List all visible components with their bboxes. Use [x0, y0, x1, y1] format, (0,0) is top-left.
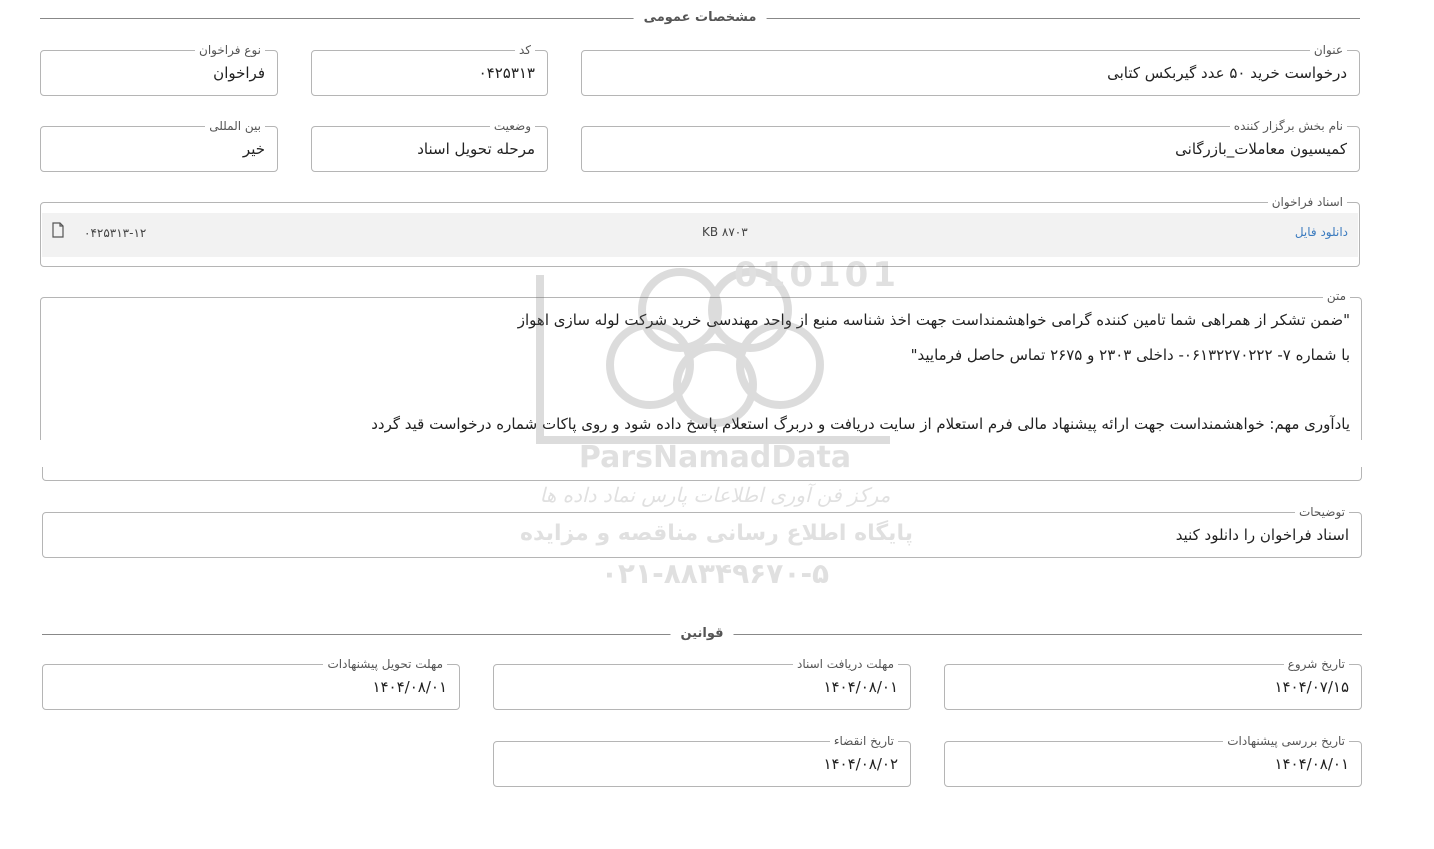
- section-general-header: [40, 8, 1360, 28]
- description-label: توضیحات: [1295, 504, 1349, 520]
- subject-field: [581, 43, 1360, 96]
- organizer-label: نام بخش برگزار کننده: [1230, 118, 1347, 134]
- watermark-digits: 010101: [734, 255, 900, 295]
- start-date-field: [944, 657, 1362, 710]
- international-field: [40, 119, 278, 172]
- document-row: [42, 213, 1358, 257]
- documents-box: [40, 195, 1360, 267]
- section-rules-title: قوانین: [670, 624, 733, 644]
- international-value: خیر: [242, 140, 265, 158]
- offer-deadline-field: [42, 657, 460, 710]
- review-date-label: تاریخ بررسی پیشنهادات: [1223, 733, 1349, 749]
- text-box-bottom-border: [42, 467, 1362, 481]
- text-box: [40, 289, 1362, 482]
- expiry-date-value: ۱۴۰۴/۰۸/۰۲: [823, 755, 898, 773]
- documents-label: اسناد فراخوان: [1268, 194, 1347, 210]
- call-type-label: نوع فراخوان: [195, 42, 265, 58]
- code-field: [311, 43, 548, 96]
- review-date-field: [944, 734, 1362, 787]
- text-line-3: یادآوری مهم: خواهشمنداست جهت ارائه پیشنهاد مالی فرم استعلام از سایت دریافت و دربرگ استعلام پاسخ داده شود و روی پاکات شماره درخواست قید گردد: [371, 415, 1350, 433]
- file-name: ۰۴۲۵۳۱۳-۱۲: [84, 226, 147, 240]
- description-value: اسناد فراخوان را دانلود کنید: [1175, 526, 1349, 544]
- review-date-value: ۱۴۰۴/۰۸/۰۱: [1274, 755, 1349, 773]
- subject-value: درخواست خرید ۵۰ عدد گیربکس کتابی: [1107, 64, 1347, 82]
- watermark-line1: مرکز فن آوری اطلاعات پارس نماد داده ها: [539, 483, 891, 507]
- organizer-value: کمیسیون معاملات_بازرگانی: [1175, 140, 1347, 158]
- call-type-field: [40, 43, 278, 96]
- start-date-value: ۱۴۰۴/۰۷/۱۵: [1274, 678, 1349, 696]
- watermark-brand: ParsNamadData: [578, 440, 852, 475]
- watermark-line2: پایگاه اطلاع رسانی مناقصه و مزایده: [520, 521, 913, 546]
- code-label: کد: [515, 42, 535, 58]
- code-value: ۰۴۲۵۳۱۳: [478, 64, 535, 82]
- doc-deadline-value: ۱۴۰۴/۰۸/۰۱: [823, 678, 898, 696]
- doc-deadline-label: مهلت دریافت اسناد: [793, 656, 898, 672]
- expiry-date-label: تاریخ انقضاء: [830, 733, 898, 749]
- text-line-1: "ضمن تشکر از همراهی شما تامین کننده گرامی خواهشمنداست جهت اخذ شناسه منبع از واحد مهندسی خرید شرکت لوله سازی اهواز: [517, 311, 1350, 329]
- file-size: KB ۸۷۰۳: [702, 225, 748, 239]
- status-label: وضعیت: [490, 118, 535, 134]
- text-line-2: با شماره ۷- ۰۶۱۳۲۲۷۰۲۲۲- داخلی ۲۳۰۳ و ۲۶۷۵ تماس حاصل فرمایید": [910, 346, 1350, 364]
- call-type-value: فراخوان: [213, 64, 265, 82]
- section-general-title: مشخصات عمومی: [634, 8, 767, 28]
- file-icon: [52, 222, 64, 238]
- offer-deadline-value: ۱۴۰۴/۰۸/۰۱: [372, 678, 447, 696]
- start-date-label: تاریخ شروع: [1284, 656, 1349, 672]
- status-value: مرحله تحویل اسناد: [417, 140, 535, 158]
- subject-label: عنوان: [1310, 42, 1347, 58]
- section-rules-header: [42, 624, 1362, 644]
- text-label: متن: [1323, 288, 1350, 304]
- watermark-phone: ۰۲۱-۸۸۳۴۹۶۷۰-۵: [600, 557, 830, 590]
- status-field: [311, 119, 548, 172]
- organizer-field: [581, 119, 1360, 172]
- expiry-date-field: [493, 734, 911, 787]
- offer-deadline-label: مهلت تحویل پیشنهادات: [323, 656, 447, 672]
- doc-deadline-field: [493, 657, 911, 710]
- download-file-link[interactable]: دانلود فایل: [1294, 225, 1348, 239]
- international-label: بین المللی: [205, 118, 265, 134]
- description-field: [42, 505, 1362, 558]
